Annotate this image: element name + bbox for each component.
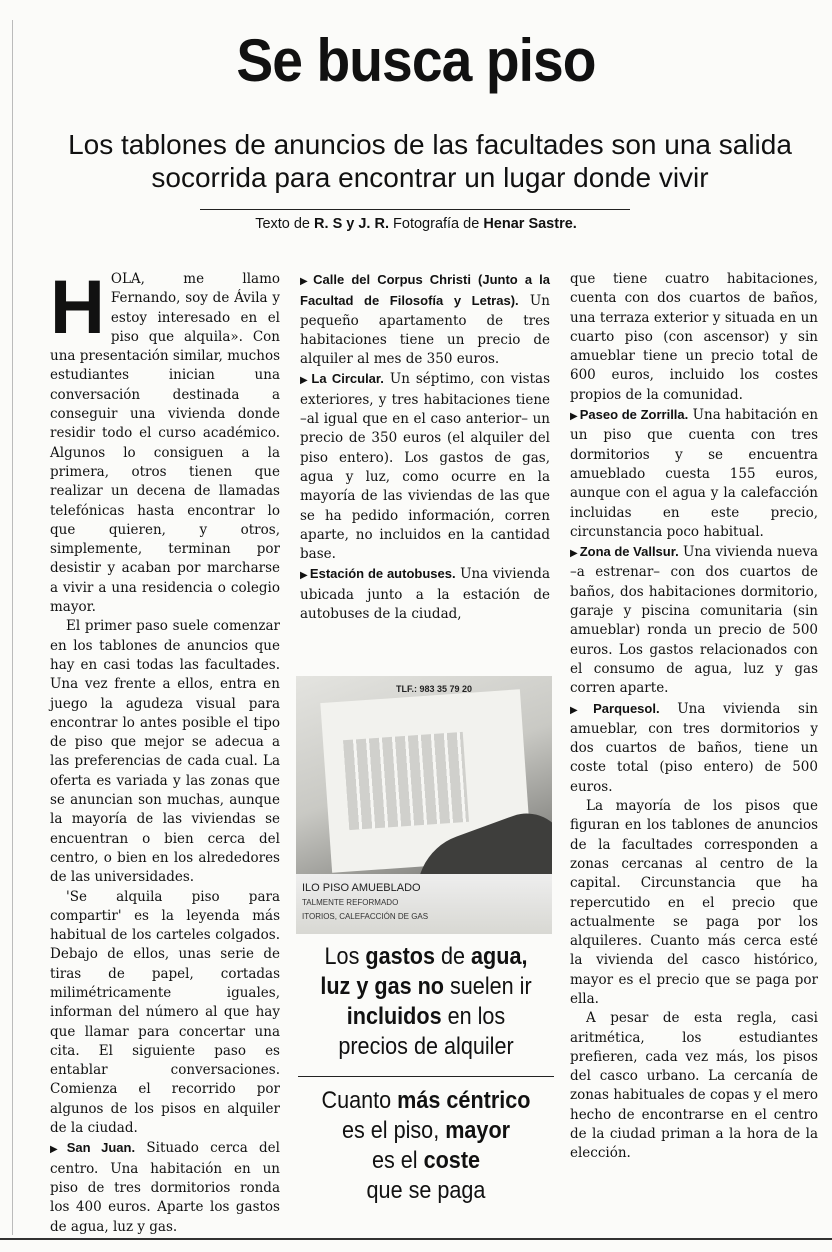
quote-emphasis: incluidos (346, 1003, 442, 1030)
section-title: La Circular. (311, 371, 384, 387)
paragraph-mayoria: La mayoría de los pisos que figuran en los tablones de anuncios de la facultades corresponden a zonas cercanas al centro de la capital. Circunstancia que ha repercutido en el precio que actualmente se paga por los alquileres. Cuanto más cerca esté la vivienda del casco histórico, mayor es el precio que se paga por ella. (570, 798, 818, 1007)
article-column-1 (50, 265, 280, 1237)
triangle-bullet-icon: ▶ (300, 276, 312, 287)
triangle-bullet-icon: ▶ (570, 548, 578, 560)
photo-phone-text: TLF.: 983 35 79 20 (396, 684, 473, 694)
paragraph-carteles: 'Se alquila piso para compartir' es la leyenda más habitual de los carteles colgados. Debajo de ellos, unas serie de tiras de papel, cortadas milimétricamente iguales, informan del número al que hay que llamar para concertar una cita. El siguiente paso es entablar conversaciones. Comienza el recorrido por algunos de los pisos en alquiler de la ciudad. (50, 888, 280, 1137)
photo-ad-line-1: ILO PISO AMUEBLADO (302, 882, 421, 894)
page-edge-rule (12, 20, 13, 1235)
quote-text: es el (371, 1147, 418, 1174)
section-paseo-zorrilla (570, 405, 818, 542)
section-title: Parquesol. (593, 700, 660, 716)
section-text: Una vivienda ubicada junto a la estación de autobuses de la ciudad, (300, 566, 550, 623)
headline: Se busca piso (236, 27, 596, 94)
quote-emphasis: agua, luz y gas no (320, 943, 528, 1000)
section-text: Un séptimo, con vistas exteriores, y tres habitaciones tiene –al igual que en el caso anterior– un precio de 350 euros (el alquiler del piso entero). Los gastos de gas, agua y luz, como ocurre en la mayoría de las viviendas de las que se ha pedido información, corren aparte, no incluidos en la cantidad base. (300, 371, 550, 563)
pull-quote-divider (298, 1076, 554, 1077)
page-bottom-rule (0, 1238, 832, 1240)
quote-emphasis: mayor (445, 1117, 511, 1144)
credits-text-prefix: Texto de (255, 216, 311, 232)
section-corpus-christi (300, 270, 550, 369)
section-zona-vallsur (570, 542, 818, 698)
credits-authors: R. S y J. R. (314, 216, 389, 232)
section-text: Una vivienda nueva –a estrenar– con dos cuartos de baños, dos habitaciones dormitorio, garaje y piscina comunitaria (sin amueblar) ronda un precio de 500 euros. Los gastos relacionados con el consumo de agua, luz y gas corren aparte. (570, 544, 819, 697)
section-text: Una vivienda sin amueblar, con tres dormitorios y dos cuartos de baños, tiene un coste total (piso entero) de 500 euros. (570, 700, 818, 795)
article-column-2 (300, 270, 550, 624)
photo-ad-line-3: ITORIOS, CALEFACCIÓN DE GAS (302, 912, 429, 921)
quote-text: suelen ir (449, 973, 532, 1000)
section-parquesol (570, 699, 818, 797)
paragraph-tablones: El primer paso suele comenzar en los tablones de anuncios que hay en casi todas las facultades. Una vez frente a ellos, entra en juego la agudeza visual para encontrar lo antes posible el tipo de piso que mejor se adecua a las preferencias de cada cual. La oferta es variada y las zonas que se anuncian son muchas, aunque la mayoría de las viviendas se encuentran o bien cerca del centro, o bien en los alrededores de las universidades. (50, 618, 280, 886)
paragraph-conclusion: A pesar de esta regla, casi aritmética, los estudiantes prefieren, cada vez más, los pisos del casco urbano. La cercanía de zonas habituales de copas y el mero hecho de encontrarse en el centro de la ciudad priman a la hora de la elección. (570, 1010, 818, 1162)
quote-text: de (441, 943, 466, 970)
section-title: San Juan. (66, 1140, 136, 1156)
credits-photographer: Henar Sastre. (483, 216, 577, 232)
pull-quote-2 (311, 1086, 541, 1206)
article-column-3 (570, 270, 818, 1164)
quote-text: es el piso, (341, 1117, 440, 1144)
section-text: Un pequeño apartamento de tres habitaciones tiene un precio de alquiler al mes de 350 euros. (300, 293, 550, 368)
section-title: Paseo de Zorrilla. (579, 407, 689, 423)
quote-text: que se paga (366, 1177, 486, 1204)
quote-text: en los precios de alquiler (338, 1003, 514, 1060)
quote-emphasis: coste (423, 1147, 481, 1174)
section-title: Zona de Vallsur. (579, 544, 679, 560)
quote-emphasis: gastos (365, 943, 435, 970)
notice-board-photo (296, 676, 552, 934)
photo-tear-strips (343, 732, 469, 830)
quote-text: Los (324, 943, 360, 970)
section-title: Calle del Corpus Christi (Junto a la Facultad de Filosofía y Letras). (300, 272, 550, 309)
section-la-circular (300, 369, 550, 564)
credits-line (0, 216, 832, 232)
section-san-juan (50, 1138, 280, 1236)
triangle-bullet-icon: ▶ (300, 375, 310, 387)
drop-cap: H (50, 265, 105, 350)
photo-ad-line-2: TALMENTE REFORMADO (302, 898, 399, 907)
subheadline: Los tablones de anuncios de las facultades son una salida socorrida para encontrar un lugar donde vivir (68, 129, 792, 193)
triangle-bullet-icon: ▶ (570, 704, 592, 716)
section-text: Situado cerca del centro. Una habitación en un piso de tres dormitorios ronda los 400 euros. Aparte los gastos de agua, luz y gas. (50, 1140, 280, 1235)
credits-photo-prefix: Fotografía de (393, 216, 480, 232)
section-estacion-continued: que tiene cuatro habitaciones, cuenta con dos cuartos de baños, una terraza exterior y situada en un cuarto piso (con ascensor) y sin amueblar tiene un precio total de 600 euros, incluido los costes propios de la comunidad. (570, 271, 818, 403)
section-estacion-autobuses (300, 564, 550, 624)
pull-quote-1 (311, 942, 541, 1062)
triangle-bullet-icon: ▶ (570, 411, 578, 423)
triangle-bullet-icon: ▶ (300, 570, 308, 582)
quote-emphasis: más céntrico (397, 1087, 531, 1114)
paragraph-intro: OLA, me llamo Fernando, soy de Ávila y estoy interesado en el piso que alquila». Con una presentación similar, muchos estudiantes inician una conversación destinada a conseguir una vivienda donde residir todo el curso académico. Algunos lo consiguen a la primera, otros tienen que realizar un decena de llamadas telefónicas hasta encontrar lo que quieren, y otros, simplemente, terminan por desistir y acaban por marcharse a vivir a una residencia o colegio mayor. (50, 271, 280, 616)
credits-rule (200, 209, 630, 210)
section-text: Una habitación en un piso que cuenta con tres dormitorios y se encuentra amueblado cuesta 155 euros, aunque con el agua y la calefacción incluidas en este precio, circunstancia poco habitual. (570, 407, 819, 540)
triangle-bullet-icon: ▶ (50, 1144, 65, 1156)
quote-text: Cuanto (321, 1087, 392, 1114)
section-title: Estación de autobuses. (309, 566, 456, 582)
